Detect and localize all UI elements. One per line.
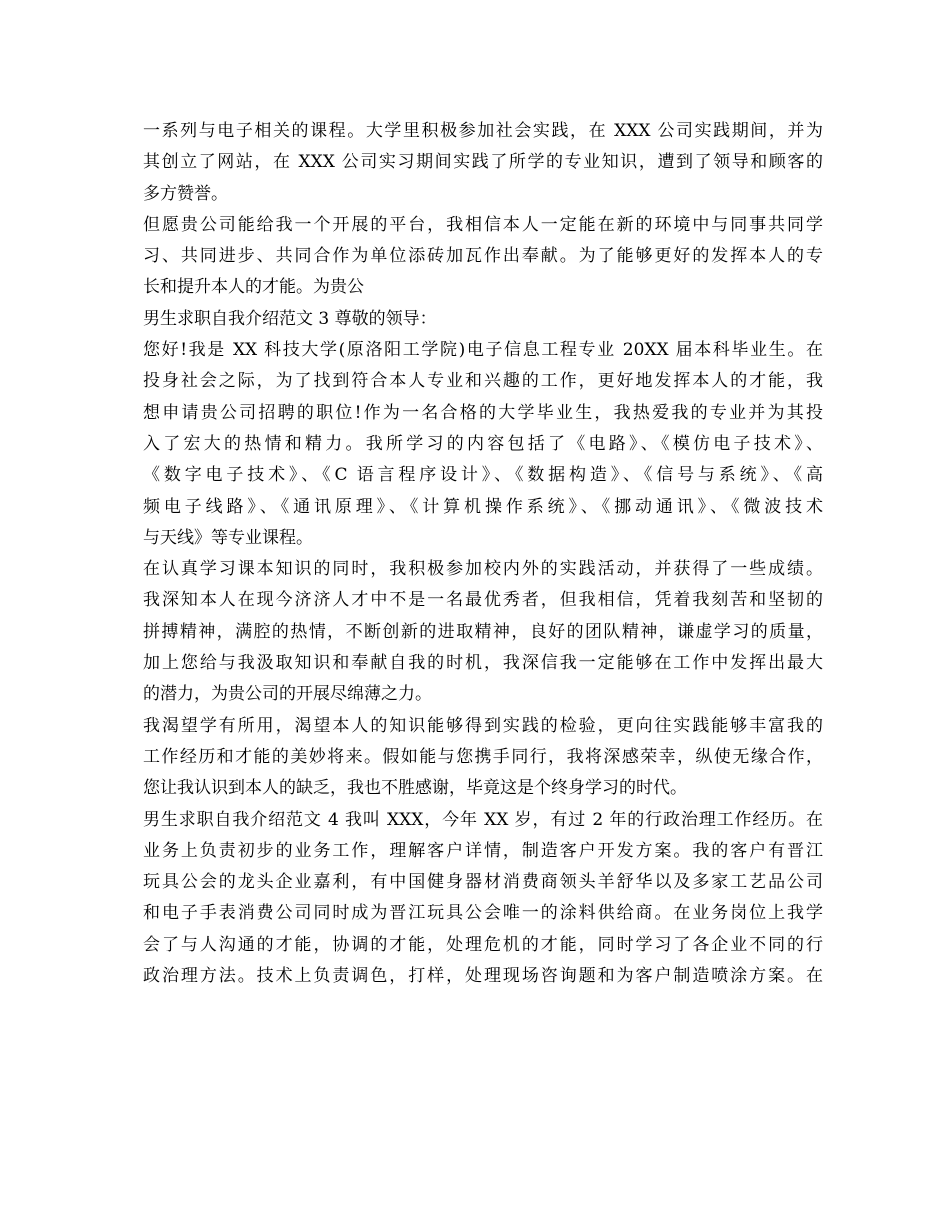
text-line: 会了与人沟通的才能，协调的才能，处理危机的才能，同时学习了各企业不同的行 xyxy=(143,934,823,955)
text-line: 拼搏精神，满腔的热情，不断创新的进取精神，良好的团队精神，谦虚学习的质量， xyxy=(143,621,823,642)
text-line: 您让我认识到本人的缺乏，我也不胜感谢，毕竟这是个终身学习的时代。 xyxy=(143,778,687,799)
text-line: 《数字电子技术》、《C 语言程序设计》、《数据构造》、《信号与系统》、《高 xyxy=(143,465,823,486)
text-line: 男生求职自我介绍范文 3 尊敬的领导： xyxy=(143,308,437,329)
text-line: 想申请贵公司招聘的职位!作为一名合格的大学毕业生，我热爱我的专业并为其投 xyxy=(143,402,823,423)
text-line: 其创立了网站，在 XXX 公司实习期间实践了所学的专业知识，遭到了领导和顾客的 xyxy=(143,152,823,173)
text-line: 玩具公会的龙头企业嘉利，有中国健身器材消费商领头羊舒华以及多家工艺品公司 xyxy=(143,872,823,893)
text-line: 男生求职自我介绍范文 4 我叫 XXX，今年 XX 岁，有过 2 年的行政治理工作经历。在 xyxy=(143,809,823,830)
text-line: 入了宏大的热情和精力。我所学习的内容包括了《电路》、《模仿电子技术》、 xyxy=(143,433,823,454)
text-line: 长和提升本人的才能。为贵公 xyxy=(143,277,364,298)
text-line: 多方赞誉。 xyxy=(143,183,228,204)
document-body xyxy=(143,116,823,992)
text-line: 工作经历和才能的美妙将来。假如能与您携手同行，我将深感荣幸，纵使无缘合作， xyxy=(143,746,823,767)
text-line: 频电子线路》、《通讯原理》、《计算机操作系统》、《挪动通讯》、《微波技术 xyxy=(143,496,823,517)
text-line: 我深知本人在现今济济人才中不是一名最优秀者，但我相信，凭着我刻苦和坚韧的 xyxy=(143,590,823,611)
text-line: 我渴望学有所用，渴望本人的知识能够得到实践的检验，更向往实践能够丰富我的 xyxy=(143,715,823,736)
text-line: 一系列与电子相关的课程。大学里积极参加社会实践，在 XXX 公司实践期间，并为 xyxy=(143,121,823,141)
text-line: 和电子手表消费公司同时成为晋江玩具公会唯一的涂料供给商。在业务岗位上我学 xyxy=(143,903,823,924)
text-line: 您好!我是 XX 科技大学(原洛阳工学院)电子信息工程专业 20XX 届本科毕业生。在 xyxy=(143,340,823,361)
text-line: 政治理方法。技术上负责调色，打样，处理现场咨询题和为客户制造喷涂方案。在 xyxy=(143,966,823,987)
text-line: 但愿贵公司能给我一个开展的平台，我相信本人一定能在新的环境中与同事共同学 xyxy=(143,214,823,235)
text-line: 业务上负责初步的业务工作，理解客户详情，制造客户开发方案。我的客户有晋江 xyxy=(143,840,823,861)
text-line: 在认真学习课本知识的同时，我积极参加校内外的实践活动，并获得了一些成绩。 xyxy=(143,559,823,580)
text-line: 加上您给与我汲取知识和奉献自我的时机，我深信我一定能够在工作中发挥出最大 xyxy=(143,653,823,674)
text-line: 的潜力，为贵公司的开展尽绵薄之力。 xyxy=(143,684,432,705)
text-line: 与天线》等专业课程。 xyxy=(143,527,313,548)
text-line: 投身社会之际，为了找到符合本人专业和兴趣的工作，更好地发挥本人的才能，我 xyxy=(143,371,823,392)
text-line: 习、共同进步、共同合作为单位添砖加瓦作出奉献。为了能够更好的发挥本人的专 xyxy=(143,246,823,267)
